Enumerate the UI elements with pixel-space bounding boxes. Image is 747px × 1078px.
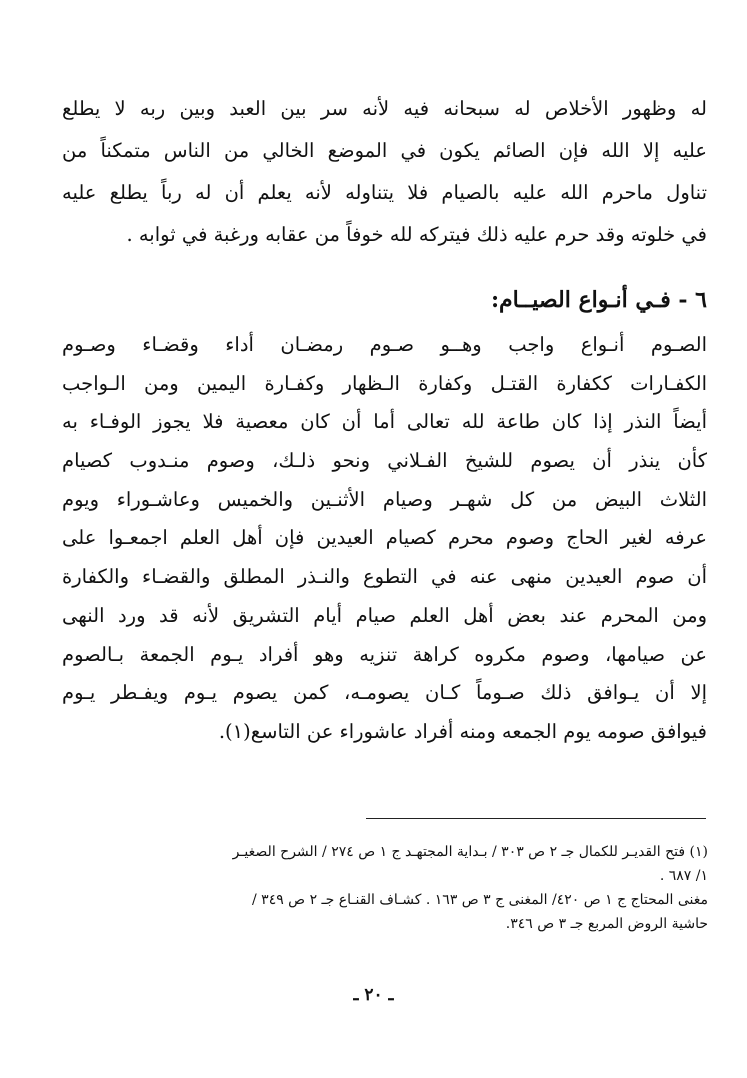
paragraph-fasting-types	[62, 326, 707, 752]
paragraph-fasting-sincerity	[62, 88, 707, 256]
text-line: أن صوم العيدين منهى عنه في التطوع والنـذر المطلق والقضـاء والكفارة	[62, 565, 707, 589]
text-line: ومن المحرم عند بعض أهل العلم صيام أيام التشريق لأنه قد ورد النهى	[62, 603, 707, 627]
text-line: أيضاً النذر إذا كان طاعة لله تعالى أما أن كان معصية فلا يجوز الوفـاء به	[62, 410, 707, 434]
text-line: عن صيامها، وصوم مكروه كراهة تنزيه وهو أفراد يـوم الجمعة بـالصوم	[62, 642, 707, 666]
footnotes	[80, 840, 708, 936]
footnote-line: (١) فتح القديـر للكمال جـ ٢ ص ٣٠٣ / بـداية المجتهـد ج ١ ص ٢٧٤ / الشرح الصغيـر	[232, 844, 708, 860]
text-line: عرفه لغير الحاج وصوم محرم كصيام العيدين فإن أهل العلم اجمعـوا على	[62, 526, 707, 550]
text-line: في خلوته وقد حرم عليه ذلك فيتركه لله خوفاً من عقابه ورغبة في ثوابه .	[126, 223, 707, 246]
text-line: تناول ماحرم الله عليه بالصيام فلا يتناوله لأنه يعلم أن له رباً يطلع عليه	[62, 181, 707, 204]
footnote-line: مغنى المحتاج ج ١ ص ٤٢٠/ المغنى ج ٣ ص ١٦٣ . كشـاف القنـاع جـ ٢ ص ٣٤٩ /	[252, 892, 708, 908]
footnote-divider	[366, 818, 706, 819]
text-line: عليه إلا الله فإن الصائم يكون في الموضع الخالي من الناس متمكناً من	[62, 139, 707, 162]
text-line: إلا أن يـوافق ذلك صـوماً كـان يصومـه، كمن يصوم يـوم ويفـطر يـوم	[62, 681, 707, 705]
footnote-line: ١/ ٦٨٧ .	[659, 868, 708, 884]
text-line: الثلاث البيض من كل شهـر وصيام الأثنـين والخميس وعاشـوراء ويوم	[62, 487, 707, 511]
footnote-line: حاشية الروض المربع جـ ٣ ص ٣٤٦.	[505, 916, 708, 932]
text-line: الكفـارات ككفارة القتـل وكفارة الـظهار وكفـارة اليمين ومن الـواجب	[62, 371, 707, 395]
section-heading: ٦ - فـي أنـواع الصيــام:	[490, 287, 707, 313]
text-line: الصـوم أنـواع واجب وهــو صـوم رمضـان أداء وقضـاء وصـوم	[62, 333, 707, 356]
text-line: كأن ينذر أن يصوم للشيخ الفـلاني ونحو ذلـك، وصوم منـدوب كصيام	[62, 449, 707, 473]
page-number: ـ ٢٠ ـ	[353, 985, 394, 1005]
text-line: فيوافق صومه يوم الجمعه ومنه أفراد عاشوراء عن التاسع(١).	[218, 719, 707, 743]
text-line: له وظهور الأخلاص له سبحانه فيه لأنه سر بين العبد وبين ربه لا يطلع	[62, 97, 707, 120]
